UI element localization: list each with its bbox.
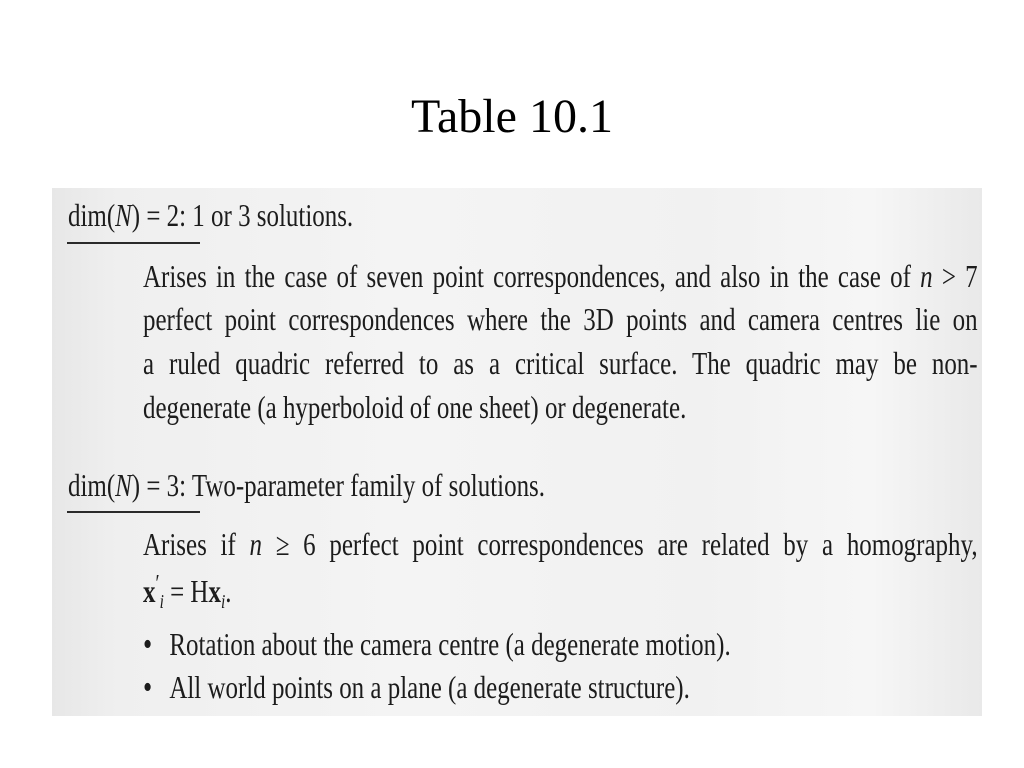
heading-variable: N [115,197,132,233]
description-line [143,344,978,382]
line-text: perfect point correspondences where the 3D points and camera centres lie on [143,301,978,337]
equation-rhs-vector: x [208,573,221,609]
bullet-marker: • [143,626,153,663]
description-line [143,257,978,295]
heading-dim-label: dim( [68,467,116,503]
line-text: degenerate (a hyperboloid of one sheet) or degenerate. [143,389,687,425]
equation-rhs-subscript: i [220,590,226,613]
equation-operator: = H [163,573,209,609]
line-text: a ruled quadric referred to as a critical surface. The quadric may be non- [143,345,978,381]
bullet-text: Rotation about the camera centre (a degenerate motion). [169,626,731,662]
case-heading [68,466,545,504]
equation-lhs-subscript: i [159,590,164,613]
slide-title: Table 10.1 [411,90,613,143]
heading-underline [67,511,200,513]
equation-prime: ′ [155,571,160,598]
equation-lhs-vector: x [143,573,156,609]
heading-text: ) = 2: 1 or 3 solutions. [131,197,354,233]
line-text: Arises if [143,526,250,562]
equation-end: . [225,573,232,609]
description-line [143,525,978,563]
bullet-item [143,668,690,707]
heading-underline [67,242,200,244]
bullet-marker: • [143,669,153,706]
line-text: ≥ 6 perfect point correspondences are related by a homography, [261,526,978,562]
case-heading [68,196,353,234]
description-line [143,388,686,426]
heading-variable: N [115,467,132,503]
math-variable: n [920,258,933,294]
description-line [143,300,978,338]
math-variable: n [249,526,262,562]
line-text: Arises in the case of seven point correspondences, and also in the case of [143,258,921,294]
heading-dim-label: dim( [68,197,116,233]
bullet-item [143,625,731,664]
bullet-text: All world points on a plane (a degenerate structure). [169,669,690,705]
heading-text: ) = 3: Two-parameter family of solutions. [131,467,546,503]
line-text: > 7 [932,258,978,294]
homography-equation [143,571,232,613]
